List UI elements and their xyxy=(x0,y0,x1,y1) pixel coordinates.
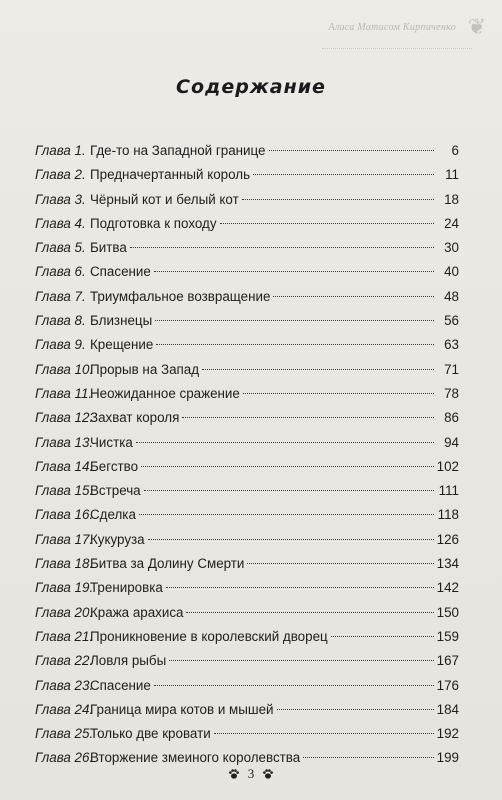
chapter-title: Близнецы xyxy=(90,313,153,329)
dot-leader xyxy=(277,709,434,710)
chapter-page-number: 71 xyxy=(444,361,459,377)
chapter-page-number: 11 xyxy=(445,167,459,183)
page-title: Содержание xyxy=(176,76,326,98)
cat-emblem-icon: ❦ xyxy=(467,14,486,39)
chapter-title: Граница мира котов и мышей xyxy=(90,701,274,717)
dot-leader xyxy=(214,733,434,734)
chapter-title: Битва xyxy=(90,240,127,256)
chapter-page-number: 176 xyxy=(436,677,459,693)
chapter-title: Предначертанный король xyxy=(90,167,251,183)
dot-leader xyxy=(139,514,434,515)
dot-leader xyxy=(154,685,434,686)
dot-leader xyxy=(242,199,434,200)
chapter-title: Встреча xyxy=(90,483,141,499)
chapter-label: Глава 19. xyxy=(35,580,94,596)
dot-leader xyxy=(154,271,434,272)
toc-entry xyxy=(35,698,459,722)
toc-entry xyxy=(35,503,459,527)
toc-entry xyxy=(35,163,459,187)
dot-leader xyxy=(186,612,433,613)
chapter-title: Вторжение змеиного королевства xyxy=(90,750,301,766)
chapter-label: Глава 2. xyxy=(35,167,86,183)
dot-leader xyxy=(144,490,434,491)
toc-entry xyxy=(35,358,459,382)
chapter-page-number: 102 xyxy=(436,458,459,474)
toc-entry xyxy=(35,552,459,576)
dot-leader xyxy=(220,223,434,224)
dot-leader xyxy=(269,150,435,151)
running-head-ornament xyxy=(322,40,472,49)
chapter-label: Глава 9. xyxy=(35,337,86,353)
dot-leader xyxy=(303,757,433,758)
toc-entry xyxy=(35,479,459,503)
chapter-page-number: 30 xyxy=(444,240,459,256)
chapter-title: Ловля рыбы xyxy=(90,653,167,669)
dot-leader xyxy=(166,587,434,588)
paw-icon xyxy=(262,768,274,780)
chapter-page-number: 150 xyxy=(436,604,459,620)
toc-entry xyxy=(35,431,459,455)
chapter-page-number: 159 xyxy=(436,628,459,644)
chapter-page-number: 126 xyxy=(436,531,459,547)
chapter-page-number: 40 xyxy=(444,264,459,280)
toc-entry xyxy=(35,455,459,479)
chapter-title: Захват короля xyxy=(90,410,180,426)
chapter-page-number: 142 xyxy=(436,580,459,596)
chapter-page-number: 184 xyxy=(436,701,459,717)
dot-leader xyxy=(331,636,434,637)
chapter-page-number: 134 xyxy=(436,556,459,572)
chapter-title: Спасение xyxy=(90,264,151,280)
chapter-page-number: 6 xyxy=(451,143,459,158)
chapter-label: Глава 22. xyxy=(35,653,94,669)
chapter-label: Глава 18. xyxy=(35,556,94,572)
toc-entry xyxy=(35,139,459,163)
dot-leader xyxy=(202,369,434,370)
dot-leader xyxy=(148,539,434,540)
chapter-page-number: 18 xyxy=(444,191,459,207)
toc-entry xyxy=(35,212,459,236)
chapter-label: Глава 6. xyxy=(35,264,86,280)
chapter-page-number: 192 xyxy=(436,726,459,742)
chapter-title: Чистка xyxy=(90,434,133,450)
dot-leader xyxy=(156,344,434,345)
chapter-page-number: 111 xyxy=(438,483,459,499)
page-footer xyxy=(0,766,502,782)
dot-leader xyxy=(182,417,434,418)
chapter-title: Битва за Долину Смерти xyxy=(90,556,245,572)
chapter-title: Кукуруза xyxy=(90,531,145,547)
chapter-page-number: 78 xyxy=(444,385,459,401)
chapter-label: Глава 13. xyxy=(35,434,94,450)
chapter-label: Глава 24. xyxy=(35,701,94,717)
chapter-page-number: 167 xyxy=(436,653,459,669)
toc-entry xyxy=(35,188,459,212)
chapter-label: Глава 21. xyxy=(35,628,94,644)
chapter-title: Спасение xyxy=(90,677,151,693)
chapter-title: Сделка xyxy=(90,507,136,523)
chapter-label: Глава 11. xyxy=(35,385,93,401)
chapter-title: Проникновение в королевский дворец xyxy=(90,628,328,644)
chapter-title: Где-то на Западной границе xyxy=(90,143,266,158)
chapter-page-number: 56 xyxy=(444,313,459,329)
chapter-label: Глава 20. xyxy=(35,604,94,620)
running-head: Алиса Матисом Кирпиченко xyxy=(328,22,456,33)
toc-entry xyxy=(35,260,459,284)
chapter-title: Подготовка к походу xyxy=(90,215,217,231)
dot-leader xyxy=(273,296,434,297)
chapter-page-number: 199 xyxy=(436,750,459,766)
chapter-title: Неожиданное сражение xyxy=(90,385,240,401)
toc-entry xyxy=(35,601,459,625)
dot-leader xyxy=(169,660,433,661)
toc-entry xyxy=(35,333,459,357)
toc-entry xyxy=(35,236,459,260)
toc-entry xyxy=(35,382,459,406)
toc-entry xyxy=(35,649,459,673)
toc-entry xyxy=(35,576,459,600)
toc-entry xyxy=(35,285,459,309)
toc-entry xyxy=(35,406,459,430)
dot-leader xyxy=(243,393,434,394)
chapter-page-number: 86 xyxy=(444,410,459,426)
dot-leader xyxy=(155,320,434,321)
chapter-label: Глава 10. xyxy=(35,361,94,377)
paw-icon xyxy=(228,768,240,780)
page-number: 3 xyxy=(247,766,255,781)
chapter-page-number: 63 xyxy=(444,337,459,353)
chapter-label: Глава 1. xyxy=(35,143,86,158)
dot-leader xyxy=(136,442,434,443)
chapter-page-number: 94 xyxy=(444,434,459,450)
chapter-title: Кража арахиса xyxy=(90,604,184,620)
chapter-title: Тренировка xyxy=(90,580,163,596)
chapter-label: Глава 5. xyxy=(35,240,86,256)
chapter-title: Только две кровати xyxy=(90,726,211,742)
toc-entry xyxy=(35,722,459,746)
chapter-page-number: 48 xyxy=(444,288,459,304)
dot-leader xyxy=(253,174,434,175)
chapter-label: Глава 7. xyxy=(35,288,86,304)
toc-entry xyxy=(35,674,459,698)
chapter-label: Глава 25. xyxy=(35,726,94,742)
chapter-title: Чёрный кот и белый кот xyxy=(90,191,239,207)
chapter-page-number: 24 xyxy=(444,215,459,231)
chapter-label: Глава 14. xyxy=(35,458,94,474)
toc-entry xyxy=(35,309,459,333)
chapter-label: Глава 8. xyxy=(35,313,86,329)
toc-entry xyxy=(35,625,459,649)
chapter-label: Глава 17. xyxy=(35,531,94,547)
chapter-title: Прорыв на Запад xyxy=(90,361,200,377)
chapter-page-number: 118 xyxy=(437,507,459,523)
chapter-label: Глава 4. xyxy=(35,215,86,231)
chapter-label: Глава 3. xyxy=(35,191,86,207)
dot-leader xyxy=(141,466,434,467)
chapter-label: Глава 23. xyxy=(35,677,94,693)
chapter-label: Глава 26. xyxy=(35,750,94,766)
chapter-label: Глава 12. xyxy=(35,410,94,426)
toc-entry xyxy=(35,528,459,552)
chapter-title: Бегство xyxy=(90,458,139,474)
chapter-label: Глава 15. xyxy=(35,483,94,499)
chapter-title: Крещение xyxy=(90,337,154,353)
table-of-contents xyxy=(35,139,459,771)
dot-leader xyxy=(130,247,434,248)
chapter-title: Триумфальное возвращение xyxy=(90,288,271,304)
chapter-label: Глава 16. xyxy=(35,507,94,523)
dot-leader xyxy=(247,563,433,564)
